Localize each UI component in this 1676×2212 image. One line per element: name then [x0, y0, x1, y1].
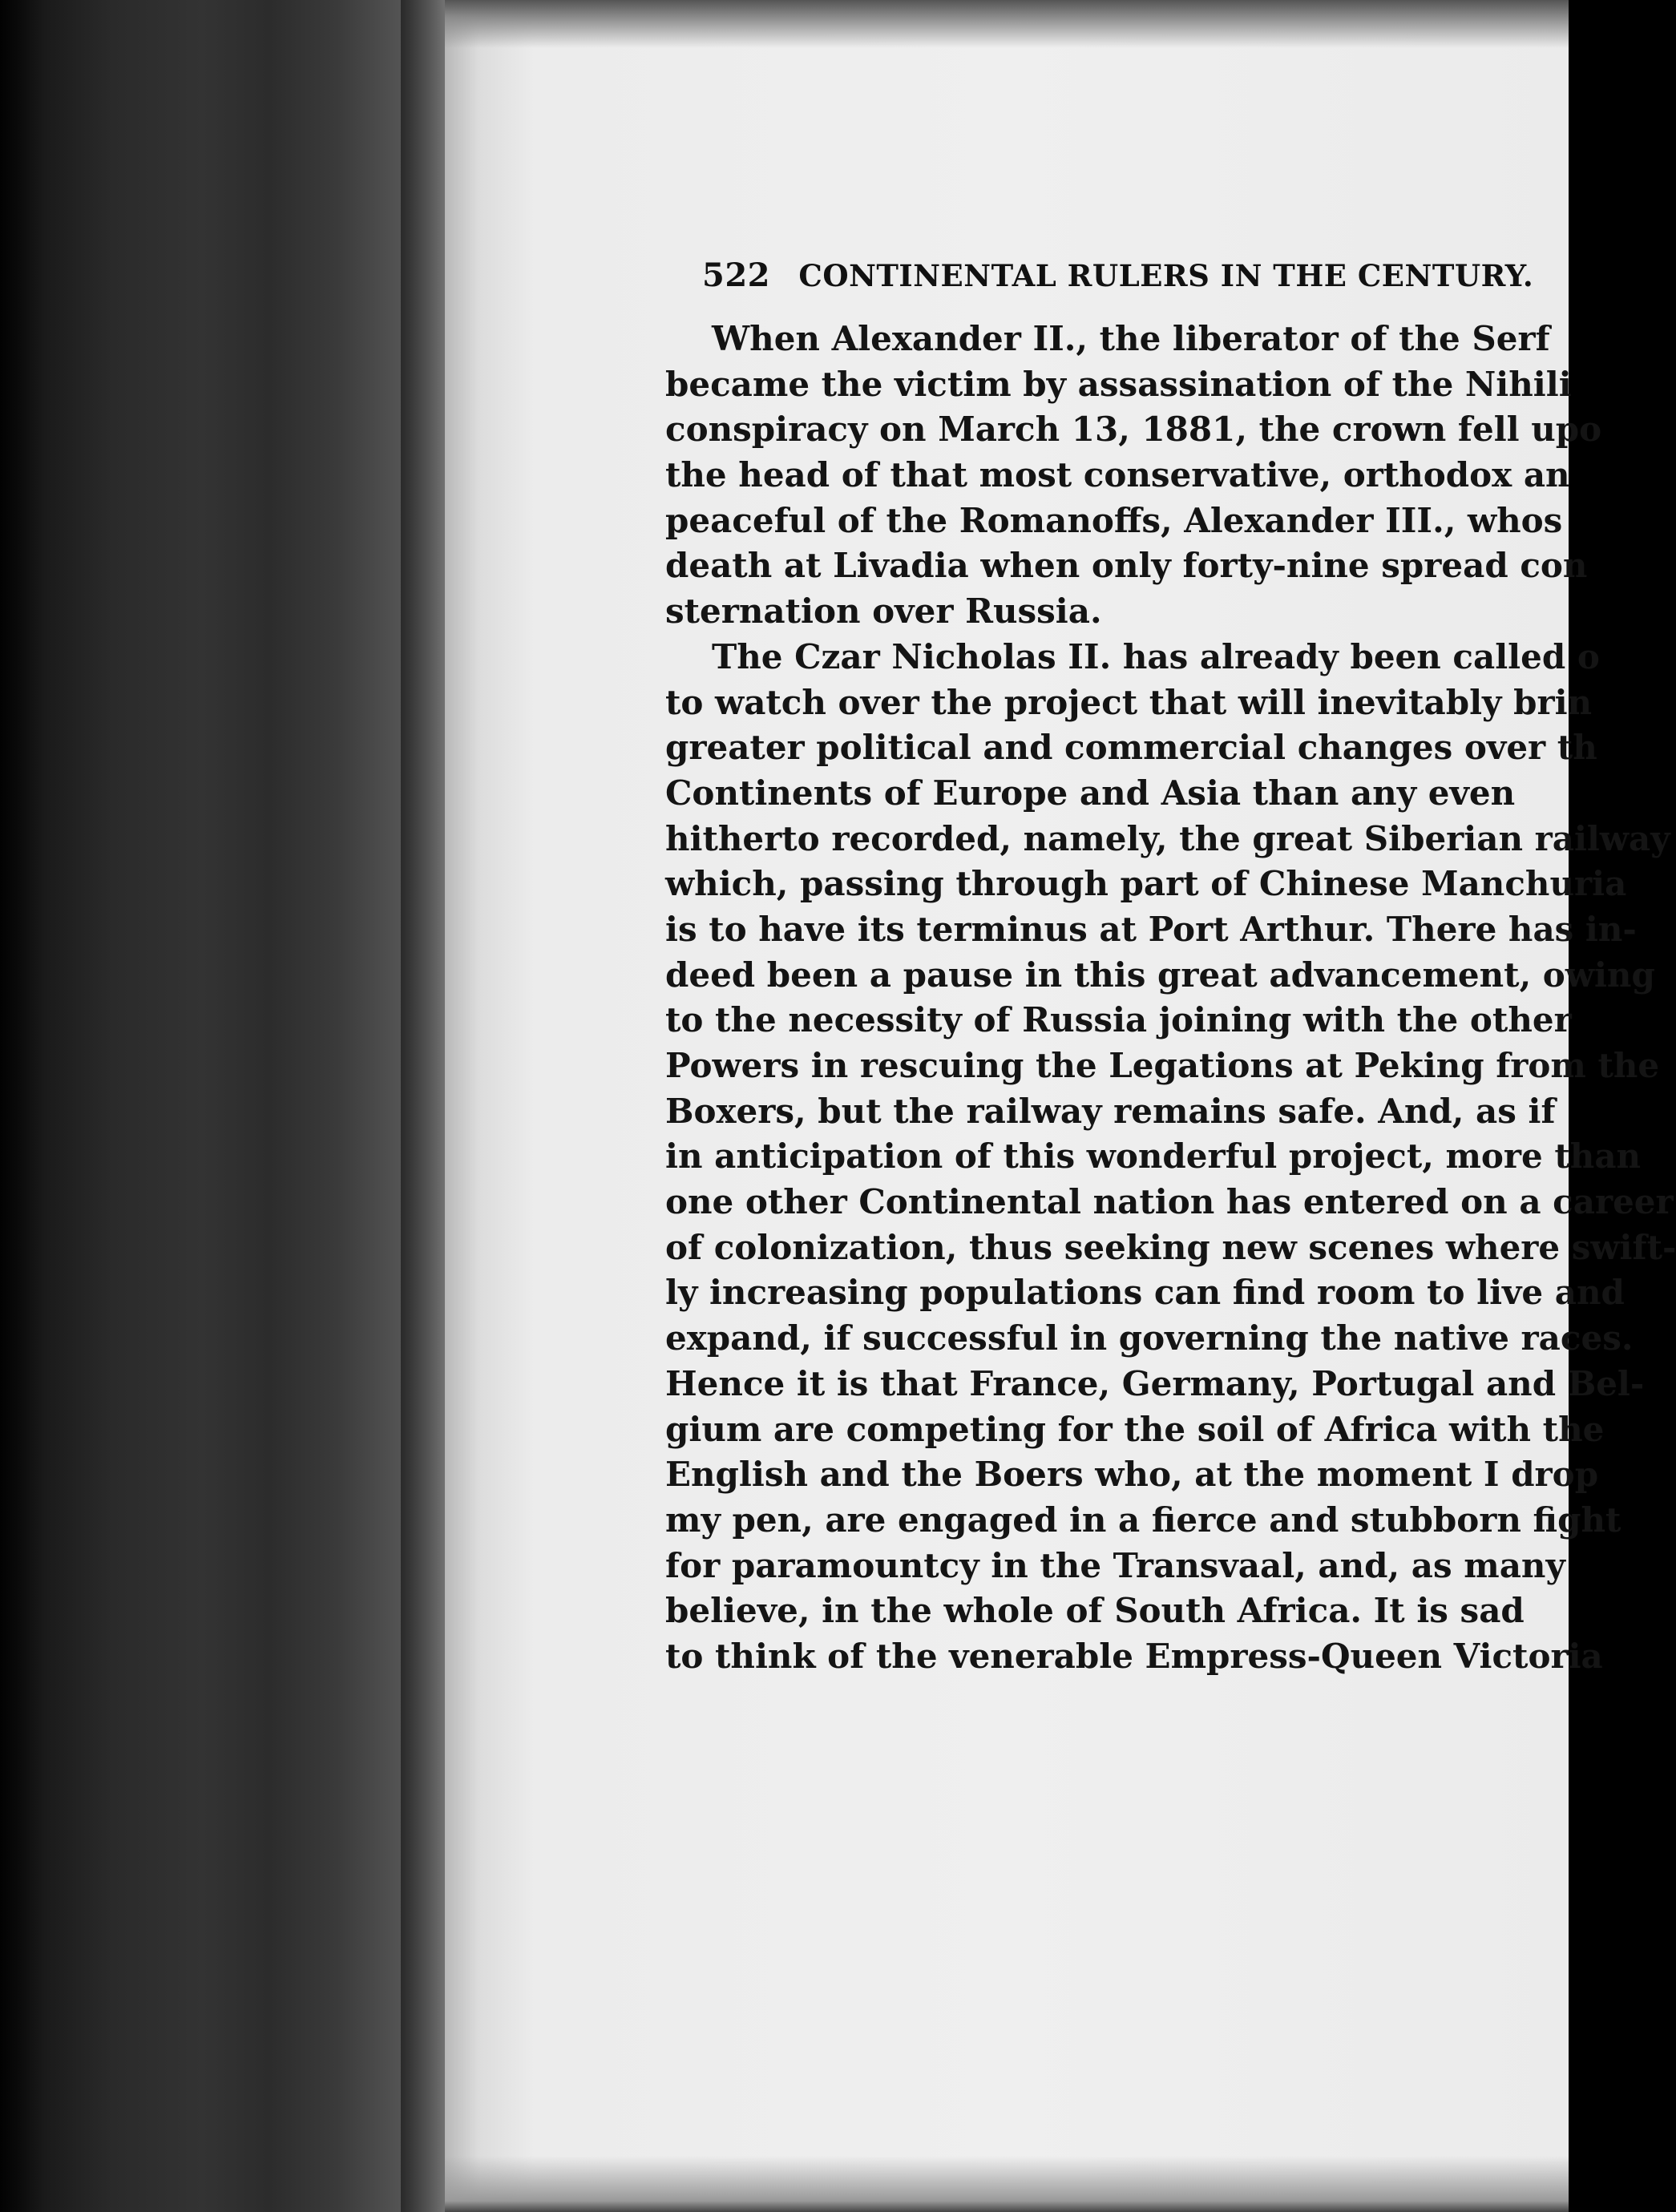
text-line: greater political and commercial changes over th [665, 728, 1597, 768]
page-top-shadow [445, 0, 1569, 48]
text-line: English and the Boers who, at the moment I drop [665, 1455, 1599, 1495]
text-line: to think of the venerable Empress-Queen Victoria [665, 1636, 1603, 1676]
paragraph-1 [665, 317, 1602, 635]
text-line: for paramountcy in the Transvaal, and, as many [665, 1545, 1565, 1585]
text-line: gium are competing for the soil of Africa with the [665, 1409, 1605, 1449]
binding-edge-shadow [401, 0, 449, 2212]
text-line: conspiracy on March 13, 1881, the crown fell upo [665, 410, 1602, 450]
text-line: deed been a pause in this great advancement, owing [665, 955, 1655, 995]
running-header [702, 256, 1569, 294]
text-line: in anticipation of this wonderful project, more than [665, 1136, 1642, 1177]
text-line: of colonization, thus seeking new scenes where swift- [665, 1227, 1676, 1267]
text-line: became the victim by assassination of the Nihili [665, 364, 1572, 404]
text-line: the head of that most conservative, orthodox an [665, 455, 1570, 495]
text-line: to watch over the project that will inevitably brin [665, 682, 1593, 722]
text-line: hitherto recorded, namely, the great Siberian railway [665, 818, 1670, 858]
page-bottom-shadow [445, 2156, 1569, 2212]
text-line: which, passing through part of Chinese Manchuria [665, 864, 1627, 904]
text-line: ly increasing populations can find room to live and [665, 1273, 1625, 1313]
text-line: Powers in rescuing the Legations at Peking from the [665, 1046, 1660, 1085]
text-line: death at Livadia when only forty-nine spread con [665, 546, 1588, 586]
text-line: Continents of Europe and Asia than any even [665, 773, 1516, 813]
text-line: my pen, are engaged in a fierce and stubborn fight [665, 1500, 1621, 1540]
paragraph-2 [665, 635, 1676, 1680]
body-text [665, 317, 1676, 1680]
text-line: expand, if successful in governing the native races. [665, 1318, 1634, 1358]
text-line: is to have its terminus at Port Arthur. There has in- [665, 909, 1637, 949]
text-line: When Alexander II., the liberator of the Serf [712, 319, 1550, 358]
text-line: to the necessity of Russia joining with the other [665, 1000, 1572, 1040]
book-binding-gutter [0, 0, 449, 2212]
text-line: Boxers, but the railway remains safe. And, as if [665, 1091, 1556, 1131]
text-line: Hence it is that France, Germany, Portugal and Bel- [665, 1363, 1645, 1403]
text-line: sternation over Russia. [665, 591, 1102, 632]
text-line: peaceful of the Romanoffs, Alexander III., whos [665, 500, 1563, 540]
page-number: 522 [702, 256, 770, 294]
text-line: The Czar Nicholas II. has already been called o [712, 636, 1600, 676]
running-title: CONTINENTAL RULERS IN THE CENTURY. [798, 258, 1534, 293]
text-line: one other Continental nation has entered on a career [665, 1182, 1674, 1222]
text-line: believe, in the whole of South Africa. It is sad [665, 1591, 1525, 1631]
